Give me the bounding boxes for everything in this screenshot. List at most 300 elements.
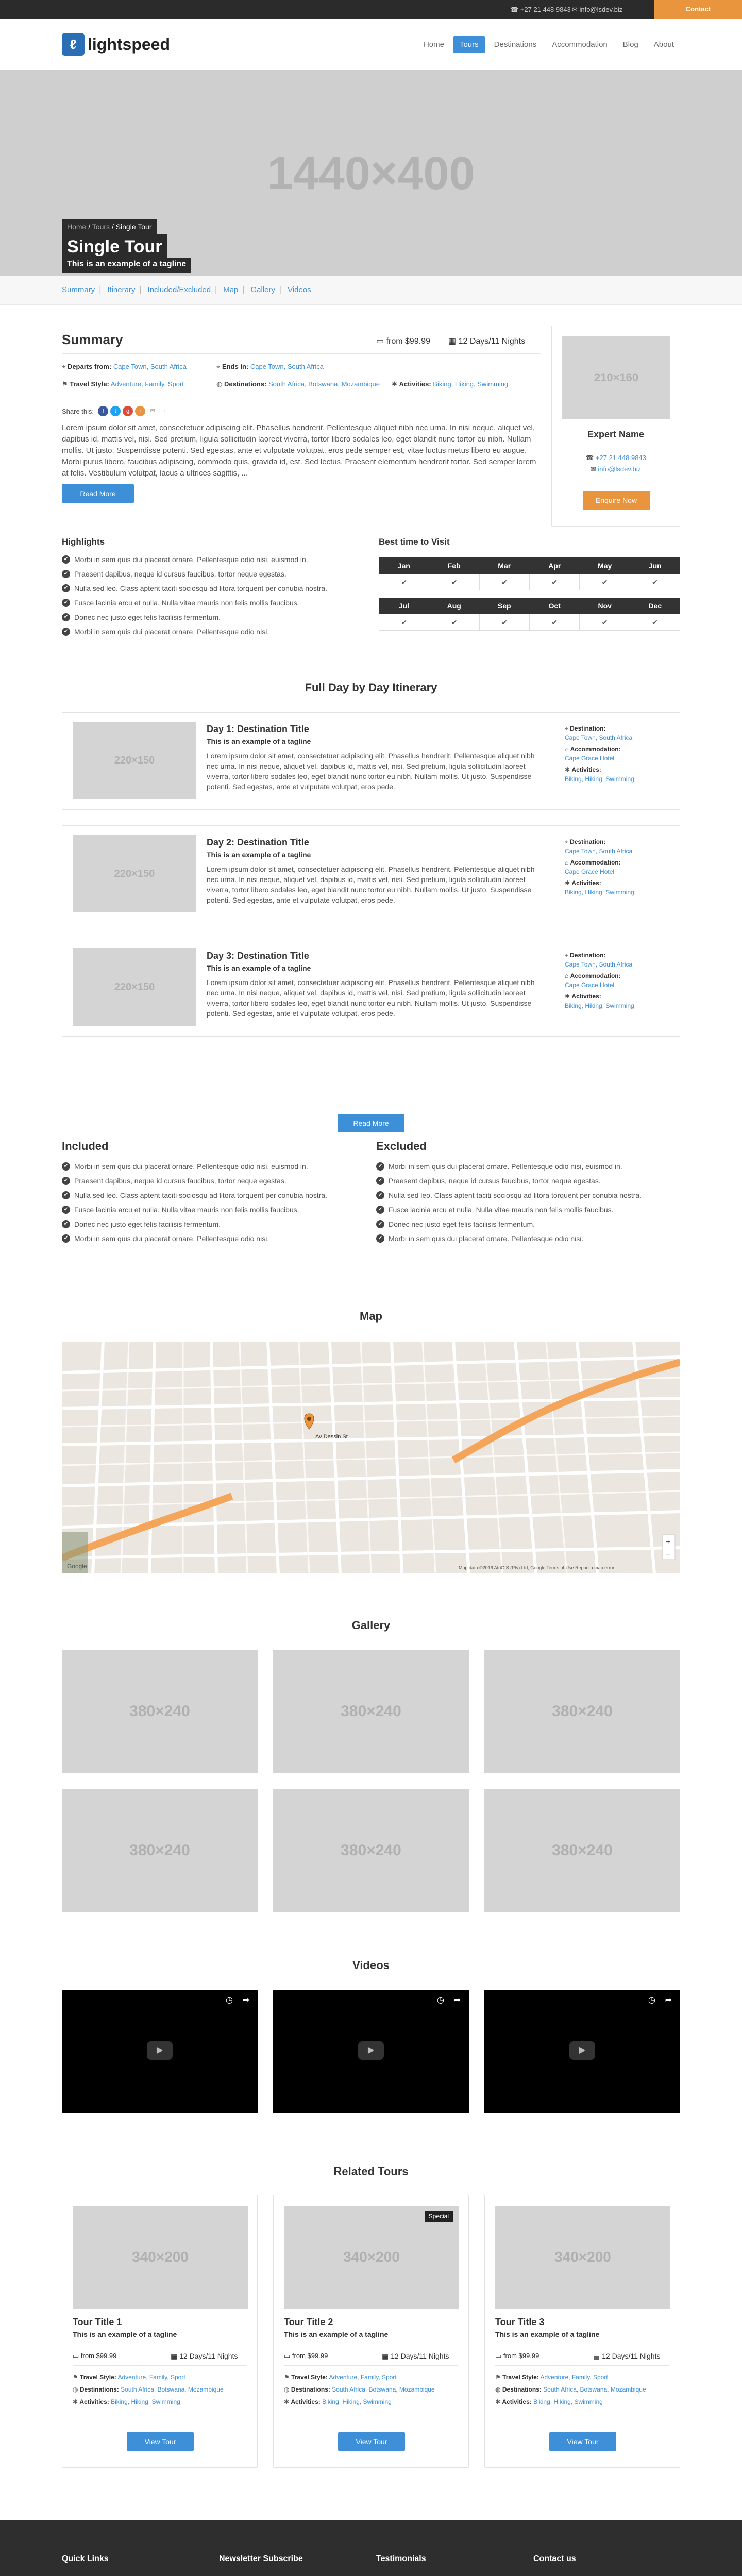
check-icon: ✔ [376, 1191, 384, 1199]
list-item-text: Morbi in sem quis dui placerat ornare. Pellentesque odio nisi, euismod in. [74, 555, 308, 564]
tour-image[interactable]: 340×200 [495, 2206, 670, 2309]
included-title: Included [62, 1140, 109, 1153]
check-icon: ✔ [62, 628, 70, 636]
nav-about[interactable]: About [653, 40, 674, 49]
breadcrumb: Home / Tours / Single Tour [62, 219, 157, 234]
price-icon: ▭ [376, 337, 384, 346]
day-activities-label: Activities: [571, 993, 601, 1000]
check-icon: ✔ [480, 614, 530, 631]
special-badge: Special [425, 2211, 453, 2222]
page-tagline: This is an example of a tagline [62, 258, 191, 273]
list-item-text: Donec nec justo eget felis facilisis fermentum. [74, 1220, 221, 1228]
expert-name: Expert Name [587, 429, 645, 439]
day-title: Day 3: Destination Title [207, 951, 309, 961]
activity-icon: ✱ [565, 879, 570, 887]
tour-destinations-value[interactable]: South Africa, Botswana, Mozambique [121, 2386, 224, 2393]
contact-button[interactable]: Contact [654, 0, 742, 19]
check-icon: ✔ [379, 574, 429, 590]
hero-banner [0, 70, 742, 276]
month-mar: Mar [479, 557, 530, 574]
activities-value[interactable]: Biking, Hiking, Swimming [433, 380, 509, 388]
phone-icon: ☎ [585, 454, 594, 462]
day-description: Lorem ipsum dolor sit amet, consectetuer adipiscing elit. Phasellus hendrerit. Pellentesque aliquet nibh nec urna. In nisi neque, aliquet vel, dapibus id, mattis vel, nisi. Sed pretium, ligula sollicitudin laoreet viverra, tortor libero sodales leo, eget blandit nunc tortor eu nibh. Nullam mollis. Ut justo. Suspendisse potenti. Sed egestas, ante et vulputate volutpat, eros pede. [207, 865, 535, 904]
itinerary-day [62, 825, 680, 923]
expert-photo: 210×160 [562, 336, 670, 419]
tour-tagline: This is an example of a tagline [495, 2330, 600, 2338]
destinations-label: Destinations: [224, 380, 267, 388]
main-nav [414, 36, 680, 53]
day-activities-value[interactable]: Biking, Hiking, Swimming [565, 889, 634, 896]
expert-card [551, 326, 680, 527]
tour-image[interactable]: 340×200 [284, 2206, 459, 2309]
quick-links-title: Quick Links [62, 2554, 109, 2563]
topbar-phone[interactable]: ☎ +27 21 448 9843 [510, 6, 571, 13]
month-aug: Aug [429, 598, 480, 614]
price-icon: ▭ [495, 2352, 502, 2360]
subnav-gallery[interactable]: Gallery [250, 285, 275, 294]
list-item-text: Praesent dapibus, neque id cursus faucibus, tortor neque egestas. [74, 570, 286, 578]
check-icon: ✔ [376, 1177, 384, 1185]
month-dec: Dec [630, 598, 681, 614]
tour-duration [382, 2352, 449, 2361]
tour-travel-style-value[interactable]: Adventure, Family, Sport [117, 2374, 185, 2381]
divider [73, 2365, 247, 2366]
map-embed[interactable] [62, 1342, 680, 1573]
breadcrumb-current: Single Tour [115, 223, 152, 231]
gallery-title: Gallery [351, 1619, 391, 1632]
check-icon: ✔ [62, 1177, 70, 1185]
gallery-image[interactable]: 380×240 [484, 1650, 680, 1773]
travel-style-value[interactable]: Adventure, Family, Sport [110, 380, 184, 388]
highlights-title: Highlights [62, 537, 105, 547]
breadcrumb-tours[interactable]: Tours [92, 223, 110, 231]
tour-activities: ✱ Activities: Biking, Hiking, Swimming [284, 2398, 392, 2405]
testimonials-title: Testimonials [376, 2554, 426, 2563]
day-accommodation-value[interactable]: Cape Grace Hotel [565, 981, 615, 989]
divider [284, 2365, 458, 2366]
tour-price-text: from $99.99 [503, 2352, 539, 2360]
newsletter-title: Newsletter Subscribe [219, 2554, 303, 2563]
google-logo: Google [67, 1563, 87, 1570]
subnav-included[interactable]: Included/Excluded [147, 285, 211, 294]
email-share-icon[interactable]: ✉ [147, 406, 158, 416]
summary-duration-text: 12 Days/11 Nights [458, 337, 526, 346]
calendar-icon: ▦ [593, 2352, 600, 2360]
expert-email[interactable] [552, 465, 680, 473]
list-item [62, 570, 361, 578]
tour-card [62, 2195, 258, 2468]
month-jul: Jul [379, 598, 429, 614]
tour-title[interactable]: Tour Title 3 [495, 2317, 545, 2327]
map-section [62, 1310, 680, 1619]
nav-tours[interactable]: Tours [453, 36, 485, 53]
check-icon: ✔ [429, 574, 479, 590]
tour-destinations: ◍ Destinations: South Africa, Botswana, Mozambique [284, 2386, 435, 2393]
summary-divider [62, 353, 541, 354]
excluded-list [376, 1162, 675, 1249]
view-tour-button[interactable]: View Tour [338, 2432, 405, 2451]
video-player[interactable] [62, 1990, 258, 2113]
tour-travel-style: ⚑ Travel Style: Adventure, Family, Sport [284, 2374, 397, 2381]
itinerary-title: Full Day by Day Itinerary [305, 681, 437, 694]
list-item-text: Fusce lacinia arcu et nulla. Nulla vitae mauris non felis mollis faucibus. [74, 599, 299, 607]
tour-card [273, 2195, 469, 2468]
summary-section [62, 305, 680, 537]
tour-travel-style-value[interactable]: Adventure, Family, Sport [540, 2374, 608, 2381]
tour-destinations-value[interactable]: South Africa, Botswana, Mozambique [332, 2386, 435, 2393]
googleplus-icon[interactable]: g [123, 406, 133, 416]
check-icon: ✔ [62, 1220, 70, 1228]
best-time-title: Best time to Visit [379, 537, 450, 547]
check-icon: ✔ [62, 555, 70, 564]
gallery-image[interactable]: 380×240 [62, 1650, 258, 1773]
price-icon: ▭ [284, 2352, 291, 2360]
check-icon: ✔ [630, 614, 680, 631]
day-tagline: This is an example of a tagline [207, 737, 311, 745]
calendar-icon: ▦ [171, 2352, 178, 2360]
day-details [565, 724, 673, 784]
list-item-text: Donec nec justo eget felis facilisis fermentum. [74, 613, 221, 621]
topbar-email[interactable]: ✉ info@lsdev.biz [572, 6, 623, 13]
map-title: Map [360, 1310, 382, 1323]
subnav-map[interactable]: Map [223, 285, 239, 294]
site-header [0, 19, 742, 70]
tour-activities: ✱ Activities: Biking, Hiking, Swimming [73, 2398, 180, 2405]
day-description: Lorem ipsum dolor sit amet, consectetuer adipiscing elit. Phasellus hendrerit. Pellentesque aliquet nibh nec urna. In nisi neque, aliquet vel, dapibus id, mattis vel, nisi. Sed pretium, ligula sollicitudin laoreet viverra, tortor libero sodales leo, eget blandit nunc tortor eu nibh. Nullam mollis. Ut justo. Suspendisse potenti. Sed egestas, ante et vulputate volutpat, eros pede. [207, 978, 535, 1018]
tour-destinations-value[interactable]: South Africa, Botswana, Mozambique [543, 2386, 646, 2393]
list-item [62, 628, 361, 636]
list-item [62, 1206, 361, 1214]
list-item-text: Nulla sed leo. Class aptent taciti sociosqu ad litora torquent per conubia nostra. [389, 1191, 642, 1199]
list-item-text: Morbi in sem quis dui placerat ornare. Pellentesque odio nisi, euismod in. [74, 1162, 308, 1171]
subnav-summary[interactable]: Summary [62, 285, 95, 294]
day-activities-label: Activities: [571, 766, 601, 773]
day-image: 220×150 [73, 722, 196, 799]
share-icon[interactable]: ➦ [665, 1996, 672, 2005]
topbar-phone-text: +27 21 448 9843 [520, 6, 571, 13]
list-item-text: Fusce lacinia arcu et nulla. Nulla vitae mauris non felis mollis faucibus. [74, 1206, 299, 1214]
mail-icon: ✉ [590, 465, 596, 473]
travel-style-label: Travel Style: [70, 380, 109, 388]
day-destination-value[interactable]: Cape Town, South Africa [565, 961, 633, 968]
ends-label: Ends in: [222, 363, 249, 370]
tour-activities-value[interactable]: Biking, Hiking, Swimming [322, 2398, 392, 2405]
check-icon: ✔ [62, 613, 70, 621]
tour-travel-style: ⚑ Travel Style: Adventure, Family, Sport [495, 2374, 608, 2381]
topbar-email-text: info@lsdev.biz [579, 6, 623, 13]
day-activities-value[interactable]: Biking, Hiking, Swimming [565, 1002, 634, 1009]
expert-phone[interactable] [552, 454, 680, 462]
destinations: ◍ Destinations: South Africa, Botswana, Mozambique [216, 380, 380, 388]
check-icon: ✔ [379, 614, 429, 631]
check-icon: ✔ [429, 614, 479, 631]
activity-icon: ✱ [565, 766, 570, 773]
month-jun: Jun [630, 557, 681, 574]
tour-activities-label: Activities: [79, 2398, 109, 2405]
tour-duration [171, 2352, 238, 2361]
itinerary-day [62, 712, 680, 810]
section-nav: Summary | Itinerary | Included/Excluded | Map | Gallery | Videos [0, 276, 742, 305]
tour-duration [593, 2352, 660, 2361]
day-title: Day 2: Destination Title [207, 837, 309, 848]
hero-placeholder-text: 1440×400 [267, 148, 475, 199]
view-tour-button[interactable]: View Tour [549, 2432, 616, 2451]
month-sep: Sep [479, 598, 530, 614]
top-bar [0, 0, 742, 19]
related-tours-section [62, 2165, 680, 2520]
tour-destinations-label: Destinations: [291, 2386, 330, 2393]
tour-card [484, 2195, 680, 2468]
check-icon: ✔ [376, 1206, 384, 1214]
play-icon[interactable]: ▶ [358, 2041, 384, 2060]
watch-later-icon[interactable]: ◷ [648, 1996, 655, 2005]
check-icon: ✔ [376, 1220, 384, 1228]
divider [495, 2365, 669, 2366]
map-streets [62, 1342, 680, 1573]
month-nov: Nov [580, 598, 630, 614]
tour-activities-value[interactable]: Biking, Hiking, Swimming [533, 2398, 603, 2405]
tour-price-text: from $99.99 [292, 2352, 328, 2360]
subnav-videos[interactable]: Videos [288, 285, 311, 294]
tour-tagline: This is an example of a tagline [284, 2330, 389, 2338]
twitter-icon[interactable]: t [110, 406, 121, 416]
gallery-image[interactable]: 380×240 [273, 1650, 469, 1773]
month-apr: Apr [530, 557, 580, 574]
nav-destinations[interactable]: Destinations [494, 40, 537, 49]
list-item-text: Morbi in sem quis dui placerat ornare. Pellentesque odio nisi, euismod in. [389, 1162, 622, 1171]
watch-later-icon[interactable]: ◷ [226, 1996, 233, 2005]
summary-price-text: from $99.99 [386, 337, 430, 346]
check-icon: ✔ [62, 1162, 70, 1171]
departs-label: Departs from: [67, 363, 112, 370]
logo[interactable] [62, 33, 170, 56]
list-item [62, 1220, 361, 1228]
summary-price [376, 336, 430, 346]
bed-icon: ⌂ [565, 972, 569, 979]
day-accommodation-value[interactable]: Cape Grace Hotel [565, 755, 615, 762]
list-item [376, 1206, 675, 1214]
list-item [376, 1234, 675, 1243]
list-item [62, 555, 361, 564]
pin-icon: ⌖ [565, 838, 568, 845]
videos-section [62, 1959, 680, 2165]
day-tagline: This is an example of a tagline [207, 964, 311, 972]
add-share-icon[interactable]: + [160, 406, 170, 416]
highlights-section [62, 537, 680, 681]
day-destination-label: Destination: [570, 725, 606, 732]
list-item-text: Nulla sed leo. Class aptent taciti sociosqu ad litora torquent per conubia nostra. [74, 1191, 328, 1199]
highlights-list [62, 555, 361, 642]
zoom-in-icon[interactable]: + [666, 1538, 671, 1547]
share-icon[interactable]: ➦ [453, 1996, 461, 2005]
tour-activities: ✱ Activities: Biking, Hiking, Swimming [495, 2398, 603, 2405]
nav-home[interactable]: Home [423, 40, 444, 49]
excluded-title: Excluded [376, 1140, 427, 1153]
pin-icon: ⌖ [565, 952, 568, 959]
check-icon: ✔ [376, 1162, 384, 1171]
tour-destinations-label: Destinations: [502, 2386, 542, 2393]
check-icon: ✔ [62, 570, 70, 578]
list-item [62, 1191, 361, 1199]
itinerary-day [62, 939, 680, 1037]
gallery-image[interactable]: 380×240 [62, 1789, 258, 1912]
summary-title: Summary [62, 332, 123, 347]
list-item [376, 1162, 675, 1171]
list-item [376, 1177, 675, 1185]
tour-price [73, 2352, 116, 2360]
site-footer [0, 2520, 742, 2576]
gallery-image[interactable]: 380×240 [273, 1789, 469, 1912]
best-time-grid [379, 557, 680, 631]
calendar-icon: ▦ [448, 337, 457, 346]
list-item [376, 1220, 675, 1228]
day-details [565, 951, 673, 1010]
tour-price [495, 2352, 539, 2360]
share-icon[interactable]: ➦ [242, 1996, 249, 2005]
check-icon: ✔ [62, 584, 70, 592]
check-icon: ✔ [62, 599, 70, 607]
list-item [62, 1234, 361, 1243]
rss-icon[interactable]: r [135, 406, 145, 416]
tour-destinations: ◍ Destinations: South Africa, Botswana, Mozambique [495, 2386, 646, 2393]
day-destination-label: Destination: [570, 838, 606, 845]
map-pin-label: Av Dessin St [315, 1434, 348, 1440]
expert-email-text: info@lsdev.biz [598, 465, 642, 473]
check-icon: ✔ [62, 1206, 70, 1214]
day-image: 220×150 [73, 948, 196, 1026]
check-icon: ✔ [376, 1234, 384, 1243]
ends-value[interactable]: Cape Town, South Africa [250, 363, 324, 370]
tour-duration-text: 12 Days/11 Nights [391, 2352, 449, 2360]
map-credit: Map data ©2016 AfriGIS (Pty) Ltd, Google Terms of Use Report a map error [459, 1565, 615, 1570]
related-tours-title: Related Tours [333, 2165, 409, 2178]
tour-title[interactable]: Tour Title 2 [284, 2317, 333, 2327]
video-player[interactable] [484, 1990, 680, 2113]
departs-value[interactable]: Cape Town, South Africa [113, 363, 187, 370]
zoom-out-icon[interactable]: − [666, 1550, 671, 1559]
tour-travel-style-label: Travel Style: [291, 2374, 328, 2381]
list-item-text: Donec nec justo eget felis facilisis fermentum. [389, 1220, 535, 1228]
list-item-text: Morbi in sem quis dui placerat ornare. Pellentesque odio nisi. [74, 628, 269, 636]
expert-phone-text: +27 21 448 9843 [595, 454, 646, 462]
itinerary-section [62, 681, 680, 1140]
day-tagline: This is an example of a tagline [207, 851, 311, 859]
video-player[interactable] [273, 1990, 469, 2113]
list-item-text: Praesent dapibus, neque id cursus faucibus, tortor neque egestas. [389, 1177, 601, 1185]
list-item-text: Fusce lacinia arcu et nulla. Nulla vitae mauris non felis mollis faucibus. [389, 1206, 614, 1214]
day-accommodation-label: Accommodation: [570, 972, 621, 979]
activity-icon: ✱ [565, 993, 570, 1000]
tour-activities-label: Activities: [291, 2398, 321, 2405]
tour-travel-style-label: Travel Style: [502, 2374, 539, 2381]
videos-title: Videos [352, 1959, 390, 1972]
travel-style: ⚑ Travel Style: Adventure, Family, Sport [62, 380, 184, 388]
day-details [565, 837, 673, 897]
activities-label: Activities: [399, 380, 431, 388]
gallery-section [62, 1619, 680, 1959]
day-title: Day 1: Destination Title [207, 724, 309, 734]
check-icon: ✔ [530, 614, 580, 631]
ends-in: ⌖ Ends in: Cape Town, South Africa [216, 363, 324, 370]
day-destination-label: Destination: [570, 952, 606, 959]
play-icon[interactable]: ▶ [147, 2041, 173, 2060]
logo-text: lightspeed [88, 35, 171, 54]
summary-duration [448, 336, 525, 346]
view-tour-button[interactable]: View Tour [127, 2432, 194, 2451]
day-accommodation-value[interactable]: Cape Grace Hotel [565, 868, 615, 875]
month-may: May [580, 557, 630, 574]
day-destination-value[interactable]: Cape Town, South Africa [565, 848, 633, 855]
tour-duration-text: 12 Days/11 Nights [179, 2352, 238, 2360]
summary-read-more-button[interactable]: Read More [62, 484, 134, 503]
check-icon: ✔ [580, 574, 630, 590]
subnav-itinerary[interactable]: Itinerary [107, 285, 136, 294]
logo-icon: ℓ [62, 33, 85, 56]
enquire-now-button[interactable]: Enquire Now [583, 491, 650, 510]
included-list [62, 1162, 361, 1249]
tour-travel-style-value[interactable]: Adventure, Family, Sport [329, 2374, 397, 2381]
tour-activities-value[interactable]: Biking, Hiking, Swimming [111, 2398, 180, 2405]
page-title: Single Tour [62, 234, 167, 258]
tour-title[interactable]: Tour Title 1 [73, 2317, 122, 2327]
watch-later-icon[interactable]: ◷ [437, 1996, 444, 2005]
list-item [62, 1177, 361, 1185]
list-item-text: Praesent dapibus, neque id cursus faucibus, tortor neque egestas. [74, 1177, 286, 1185]
tour-destinations-label: Destinations: [79, 2386, 119, 2393]
map-pin-icon[interactable] [305, 1414, 314, 1429]
tour-tagline: This is an example of a tagline [73, 2330, 177, 2338]
day-destination-value[interactable]: Cape Town, South Africa [565, 734, 633, 741]
list-item [376, 1191, 675, 1199]
list-item [62, 613, 361, 621]
day-accommodation-label: Accommodation: [570, 859, 621, 866]
day-activities-label: Activities: [571, 879, 601, 887]
day-image: 220×150 [73, 835, 196, 912]
check-icon: ✔ [530, 574, 580, 590]
list-item [62, 1162, 361, 1171]
price-icon: ▭ [73, 2352, 79, 2360]
share-bar [62, 406, 170, 416]
breadcrumb-home[interactable]: Home [67, 223, 87, 231]
check-icon: ✔ [480, 574, 530, 590]
check-icon: ✔ [62, 1191, 70, 1199]
play-icon[interactable]: ▶ [569, 2041, 595, 2060]
activities: ✱ Activities: Biking, Hiking, Swimming [392, 380, 509, 388]
nav-accommodation[interactable]: Accommodation [552, 40, 608, 49]
calendar-icon: ▦ [382, 2352, 389, 2360]
list-item [62, 599, 361, 607]
departs-from: ⌖ Departs from: Cape Town, South Africa [62, 363, 187, 370]
gallery-image[interactable]: 380×240 [484, 1789, 680, 1912]
month-jan: Jan [379, 557, 429, 574]
share-label: Share this: [62, 407, 94, 415]
summary-description: Lorem ipsum dolor sit amet, consectetuer adipiscing elit. Phasellus hendrerit. Pellentesque aliquet nibh nec urna. In nisi neque, aliquet vel, dapibus id, mattis vel, nisi. Sed pretium, ligula sollicitudin laoreet viverra, tortor libero sodales leo, eget blandit nunc tortor eu nibh. Nullam mollis. Ut justo. Suspendisse potenti. Sed egestas, ante et vulputate volutpat, eros pede semper est, vitae luctus metus libero eu augue. Morbi purus libero, faucibus adipiscing, commodo quis, gravida id, est. Sed lectus. Praesent elementum hendrerit tortor. Sed semper lorem at felis. Vestibulum volutpat, lacus a ultrices sagittis, ... [62, 423, 536, 478]
contact-title: Contact us [533, 2554, 576, 2563]
tour-duration-text: 12 Days/11 Nights [602, 2352, 661, 2360]
destinations-value[interactable]: South Africa, Botswana, Mozambique [268, 380, 380, 388]
itinerary-read-more-button[interactable]: Read More [338, 1114, 404, 1132]
tour-travel-style: ⚑ Travel Style: Adventure, Family, Sport [73, 2374, 185, 2381]
month-oct: Oct [530, 598, 580, 614]
facebook-icon[interactable]: f [98, 406, 108, 416]
month-feb: Feb [429, 557, 480, 574]
nav-blog[interactable]: Blog [622, 40, 638, 49]
list-item-text: Morbi in sem quis dui placerat ornare. Pellentesque odio nisi. [389, 1234, 584, 1243]
tour-image[interactable]: 340×200 [73, 2206, 248, 2309]
day-activities-value[interactable]: Biking, Hiking, Swimming [565, 775, 634, 783]
check-icon: ✔ [630, 574, 680, 590]
list-item-text: Nulla sed leo. Class aptent taciti sociosqu ad litora torquent per conubia nostra. [74, 584, 328, 592]
